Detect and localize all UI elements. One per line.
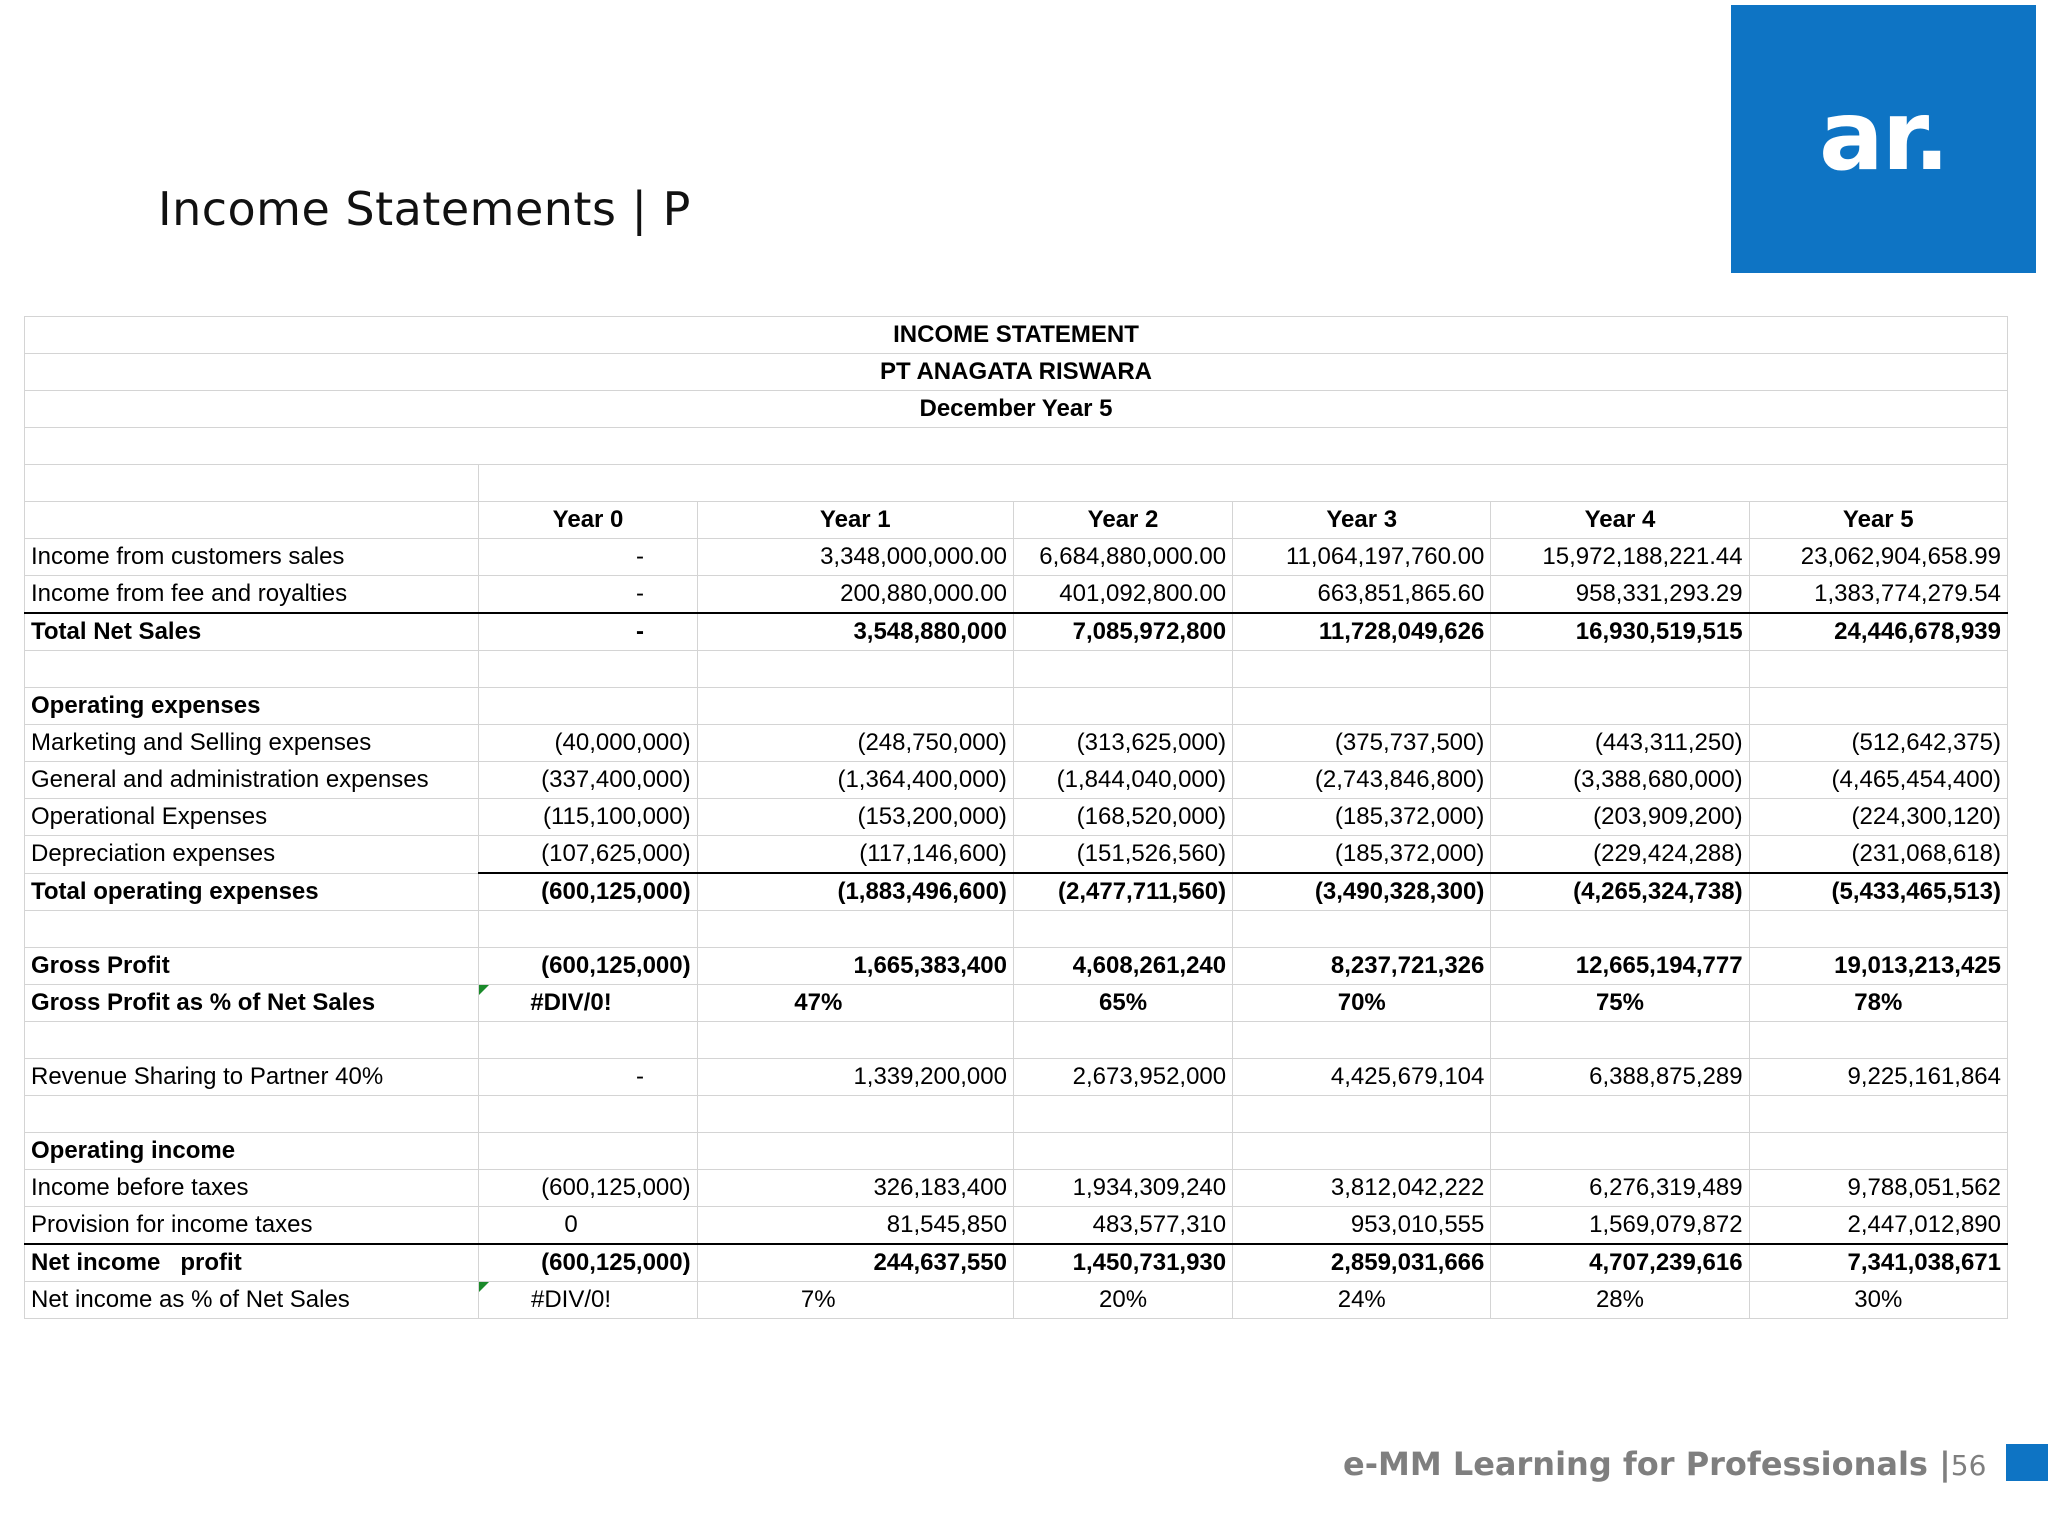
cell-value: 244,637,550 (697, 1244, 1013, 1282)
blank-cell (479, 465, 2008, 502)
cell-value: (512,642,375) (1749, 725, 2007, 762)
cell-value: 23,062,904,658.99 (1749, 539, 2007, 576)
row-label: Net income as % of Net Sales (25, 1282, 479, 1319)
cell-value: (248,750,000) (697, 725, 1013, 762)
cell-value: 4,608,261,240 (1013, 948, 1232, 985)
table-row (25, 1096, 2008, 1133)
cell-value: 1,450,731,930 (1013, 1244, 1232, 1282)
cell-value: - (479, 613, 697, 651)
blank-cell (1013, 911, 1232, 948)
blank-cell (25, 465, 479, 502)
cell-value: 47% (697, 985, 1013, 1022)
cell-value: (443,311,250) (1491, 725, 1749, 762)
cell-value: (1,364,400,000) (697, 762, 1013, 799)
slide-title: Income Statements | P (158, 182, 691, 236)
blank-cell (697, 651, 1013, 688)
cell-value: 24% (1233, 1282, 1491, 1319)
table-row (25, 1170, 2008, 1207)
cell-value: (1,844,040,000) (1013, 762, 1232, 799)
cell-value: 11,064,197,760.00 (1233, 539, 1491, 576)
cell-value: (185,372,000) (1233, 836, 1491, 874)
blank-cell (1491, 651, 1749, 688)
blank-cell (697, 911, 1013, 948)
cell-value: (4,465,454,400) (1749, 762, 2007, 799)
blank-cell (1749, 651, 2007, 688)
cell-value: (1,883,496,600) (697, 873, 1013, 911)
blank-cell (1491, 911, 1749, 948)
blank-cell (1233, 1022, 1491, 1059)
footer-text: e-MM Learning for Professionals | (1343, 1445, 1951, 1483)
blank-cell (1233, 688, 1491, 725)
cell-value: (5,433,465,513) (1749, 873, 2007, 911)
blank-cell (697, 1022, 1013, 1059)
blank-cell (479, 1022, 697, 1059)
row-label: Operational Expenses (25, 799, 479, 836)
blank-cell (479, 1096, 697, 1133)
cell-value: 70% (1233, 985, 1491, 1022)
blank-cell (1233, 1096, 1491, 1133)
table-row (25, 651, 2008, 688)
section-label: Operating expenses (25, 688, 479, 725)
blank-cell (479, 911, 697, 948)
statement-title: INCOME STATEMENT (25, 317, 2008, 354)
column-header: Year 4 (1491, 502, 1749, 539)
cell-value: (151,526,560) (1013, 836, 1232, 874)
column-header-row (25, 502, 2008, 539)
blank-cell (1491, 1022, 1749, 1059)
row-label: Gross Profit as % of Net Sales (25, 985, 479, 1022)
cell-value: 75% (1491, 985, 1749, 1022)
logo-text: ar. (1819, 80, 1948, 192)
table-row (25, 613, 2008, 651)
cell-value: 1,339,200,000 (697, 1059, 1013, 1096)
row-label: Marketing and Selling expenses (25, 725, 479, 762)
table-row (25, 725, 2008, 762)
blank-cell (1013, 651, 1232, 688)
cell-value: 19,013,213,425 (1749, 948, 2007, 985)
cell-value: - (479, 1059, 697, 1096)
blank-cell (1013, 1022, 1232, 1059)
column-header: Year 5 (1749, 502, 2007, 539)
cell-value: (337,400,000) (479, 762, 697, 799)
cell-value: 3,548,880,000 (697, 613, 1013, 651)
cell-value: (375,737,500) (1233, 725, 1491, 762)
row-label: Revenue Sharing to Partner 40% (25, 1059, 479, 1096)
cell-value: 2,447,012,890 (1749, 1207, 2007, 1245)
blank-cell (1233, 911, 1491, 948)
cell-value: (153,200,000) (697, 799, 1013, 836)
table-row (25, 539, 2008, 576)
cell-value: #DIV/0! (479, 985, 697, 1022)
table-row (25, 1022, 2008, 1059)
cell-value: 663,851,865.60 (1233, 576, 1491, 614)
cell-value: 9,788,051,562 (1749, 1170, 2007, 1207)
table-row (25, 911, 2008, 948)
page-number: 56 (1950, 1449, 1987, 1482)
cell-value: (185,372,000) (1233, 799, 1491, 836)
cell-value: - (479, 576, 697, 614)
cell-value: #DIV/0! (479, 1282, 697, 1319)
section-header-row (25, 688, 2008, 725)
blank-cell (479, 651, 697, 688)
blank-cell (1491, 688, 1749, 725)
cell-value: 7,341,038,671 (1749, 1244, 2007, 1282)
cell-value: (168,520,000) (1013, 799, 1232, 836)
cell-value: (40,000,000) (479, 725, 697, 762)
row-label: Gross Profit (25, 948, 479, 985)
blank-cell (1013, 1096, 1232, 1133)
cell-value: 958,331,293.29 (1491, 576, 1749, 614)
statement-period: December Year 5 (25, 391, 2008, 428)
row-label: Depreciation expenses (25, 836, 479, 874)
cell-value: (224,300,120) (1749, 799, 2007, 836)
cell-value: 78% (1749, 985, 2007, 1022)
cell-value: 3,812,042,222 (1233, 1170, 1491, 1207)
cell-value: 16,930,519,515 (1491, 613, 1749, 651)
cell-value: 9,225,161,864 (1749, 1059, 2007, 1096)
table-row (25, 317, 2008, 354)
blank-cell (1749, 688, 2007, 725)
blank-cell (25, 651, 479, 688)
section-header-row (25, 1133, 2008, 1170)
footer (1343, 1445, 1986, 1483)
blank-cell (25, 1022, 479, 1059)
blank-cell (25, 502, 479, 539)
table-row (25, 836, 2008, 874)
cell-value: 953,010,555 (1233, 1207, 1491, 1245)
blank-cell (1013, 688, 1232, 725)
row-label: Provision for income taxes (25, 1207, 479, 1245)
corner-accent (2006, 1444, 2048, 1481)
cell-value: 1,934,309,240 (1013, 1170, 1232, 1207)
cell-value: 401,092,800.00 (1013, 576, 1232, 614)
cell-value: 12,665,194,777 (1491, 948, 1749, 985)
cell-value: 65% (1013, 985, 1232, 1022)
table-row (25, 1059, 2008, 1096)
row-label: Income from customers sales (25, 539, 479, 576)
cell-value: (2,743,846,800) (1233, 762, 1491, 799)
cell-value: 24,446,678,939 (1749, 613, 2007, 651)
company-name: PT ANAGATA RISWARA (25, 354, 2008, 391)
table-row (25, 948, 2008, 985)
cell-value: (2,477,711,560) (1013, 873, 1232, 911)
cell-value: (600,125,000) (479, 873, 697, 911)
blank-cell (1749, 1096, 2007, 1133)
cell-value: 326,183,400 (697, 1170, 1013, 1207)
row-label: Total Net Sales (25, 613, 479, 651)
table-row (25, 873, 2008, 911)
blank-cell (1749, 1133, 2007, 1170)
cell-value: (600,125,000) (479, 1170, 697, 1207)
cell-value: 4,707,239,616 (1491, 1244, 1749, 1282)
cell-value: - (479, 539, 697, 576)
blank-cell (479, 1133, 697, 1170)
cell-value: 200,880,000.00 (697, 576, 1013, 614)
cell-value: 1,383,774,279.54 (1749, 576, 2007, 614)
column-header: Year 2 (1013, 502, 1232, 539)
cell-value: 1,569,079,872 (1491, 1207, 1749, 1245)
row-label: General and administration expenses (25, 762, 479, 799)
cell-value: 30% (1749, 1282, 2007, 1319)
row-label: Net income profit (25, 1244, 479, 1282)
cell-value: 6,684,880,000.00 (1013, 539, 1232, 576)
row-label: Total operating expenses (25, 873, 479, 911)
cell-value: (4,265,324,738) (1491, 873, 1749, 911)
blank-cell (479, 688, 697, 725)
table-row (25, 465, 2008, 502)
cell-value: 7,085,972,800 (1013, 613, 1232, 651)
table-row (25, 1244, 2008, 1282)
cell-value: 6,276,319,489 (1491, 1170, 1749, 1207)
cell-value: 0 (479, 1207, 697, 1245)
cell-value: 4,425,679,104 (1233, 1059, 1491, 1096)
blank-cell (1013, 1133, 1232, 1170)
table-row (25, 391, 2008, 428)
cell-value: (600,125,000) (479, 1244, 697, 1282)
cell-value: 15,972,188,221.44 (1491, 539, 1749, 576)
blank-cell (1233, 651, 1491, 688)
cell-value: (600,125,000) (479, 948, 697, 985)
income-statement-table (24, 316, 2008, 1319)
cell-value: 28% (1491, 1282, 1749, 1319)
cell-value: 3,348,000,000.00 (697, 539, 1013, 576)
cell-value: 81,545,850 (697, 1207, 1013, 1245)
table-row (25, 1282, 2008, 1319)
cell-value: (3,490,328,300) (1233, 873, 1491, 911)
cell-value: 11,728,049,626 (1233, 613, 1491, 651)
section-label: Operating income (25, 1133, 479, 1170)
cell-value: (115,100,000) (479, 799, 697, 836)
cell-value: 20% (1013, 1282, 1232, 1319)
blank-cell (1491, 1133, 1749, 1170)
cell-value: (107,625,000) (479, 836, 697, 874)
cell-value: (229,424,288) (1491, 836, 1749, 874)
cell-value: (203,909,200) (1491, 799, 1749, 836)
blank-cell (1491, 1096, 1749, 1133)
table-row (25, 576, 2008, 614)
cell-value: 2,859,031,666 (1233, 1244, 1491, 1282)
blank-cell (697, 1133, 1013, 1170)
table-row (25, 762, 2008, 799)
blank-cell (25, 1096, 479, 1133)
column-header: Year 1 (697, 502, 1013, 539)
blank-cell (1233, 1133, 1491, 1170)
row-label: Income before taxes (25, 1170, 479, 1207)
cell-value: (313,625,000) (1013, 725, 1232, 762)
blank-cell (697, 688, 1013, 725)
cell-value: 1,665,383,400 (697, 948, 1013, 985)
cell-value: (117,146,600) (697, 836, 1013, 874)
table-row (25, 985, 2008, 1022)
blank-cell (1749, 1022, 2007, 1059)
table-row (25, 1207, 2008, 1245)
company-logo (1731, 5, 2036, 273)
cell-value: 6,388,875,289 (1491, 1059, 1749, 1096)
cell-value: 7% (697, 1282, 1013, 1319)
blank-cell (1749, 911, 2007, 948)
cell-value: (231,068,618) (1749, 836, 2007, 874)
blank-cell (697, 1096, 1013, 1133)
cell-value: 2,673,952,000 (1013, 1059, 1232, 1096)
blank-cell (25, 911, 479, 948)
table-row (25, 428, 2008, 465)
cell-value: (3,388,680,000) (1491, 762, 1749, 799)
cell-value: 483,577,310 (1013, 1207, 1232, 1245)
column-header: Year 0 (479, 502, 697, 539)
cell-value: 8,237,721,326 (1233, 948, 1491, 985)
table-row (25, 354, 2008, 391)
column-header: Year 3 (1233, 502, 1491, 539)
blank-cell (25, 428, 2008, 465)
table-row (25, 799, 2008, 836)
row-label: Income from fee and royalties (25, 576, 479, 614)
